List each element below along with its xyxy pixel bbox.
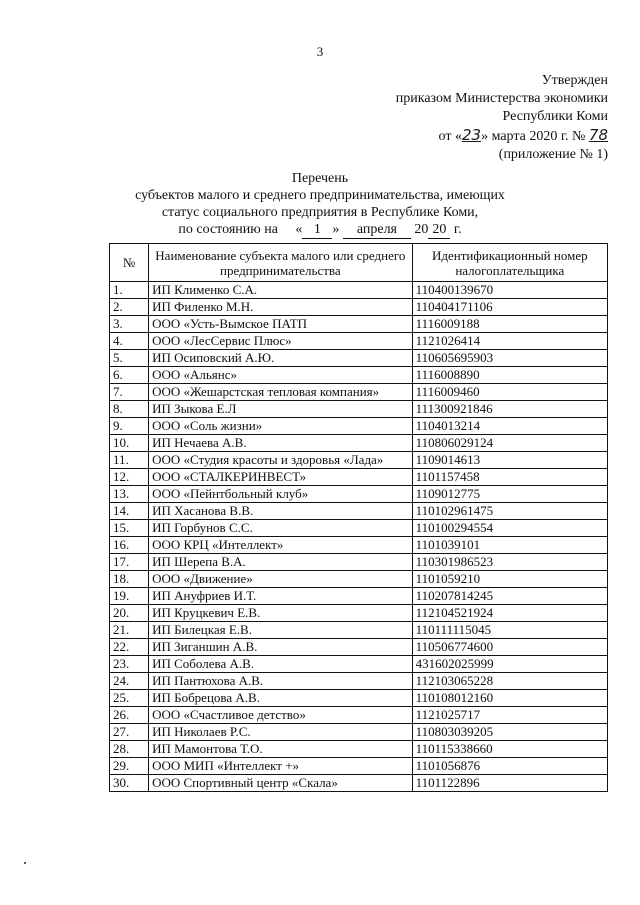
table-row: [110, 282, 608, 299]
cell-inn: 110111115045: [412, 622, 607, 639]
cell-inn: 110207814245: [412, 588, 607, 605]
table-row: [110, 486, 608, 503]
heading-date-line: по состоянию на « 1 » апреля 20 20 г.: [178, 222, 462, 237]
table-row: [110, 758, 608, 775]
approval-handwritten-day: 23: [461, 126, 482, 144]
cell-name: ООО «Соль жизни»: [149, 418, 413, 435]
cell-num: 13.: [110, 486, 149, 503]
table-row: [110, 622, 608, 639]
cell-num: 26.: [110, 707, 149, 724]
table-row: [110, 520, 608, 537]
cell-num: 16.: [110, 537, 149, 554]
cell-num: 18.: [110, 571, 149, 588]
approval-date-mid: » марта 2020 г. №: [481, 129, 586, 144]
table-row: [110, 316, 608, 333]
cell-inn: 112104521924: [412, 605, 607, 622]
cell-inn: 110506774600: [412, 639, 607, 656]
table-body: [110, 282, 608, 792]
table-row: [110, 707, 608, 724]
table-row: [110, 401, 608, 418]
cell-inn: 431602025999: [412, 656, 607, 673]
table-row: [110, 571, 608, 588]
cell-num: 14.: [110, 503, 149, 520]
cell-inn: 112103065228: [412, 673, 607, 690]
cell-num: 6.: [110, 367, 149, 384]
cell-inn: 110404171106: [412, 299, 607, 316]
cell-name: ООО «Жешарстская тепловая компания»: [149, 384, 413, 401]
cell-num: 29.: [110, 758, 149, 775]
table-row: [110, 418, 608, 435]
cell-inn: 1101059210: [412, 571, 607, 588]
cell-num: 3.: [110, 316, 149, 333]
cell-inn: 1101056876: [412, 758, 607, 775]
cell-name: ИП Клименко С.А.: [149, 282, 413, 299]
cell-name: ИП Билецкая Е.В.: [149, 622, 413, 639]
cell-num: 21.: [110, 622, 149, 639]
cell-num: 20.: [110, 605, 149, 622]
cell-num: 19.: [110, 588, 149, 605]
cell-name: ООО «ЛесСервис Плюс»: [149, 333, 413, 350]
cell-name: ООО «Пейнтбольный клуб»: [149, 486, 413, 503]
cell-name: ООО «Усть-Вымское ПАТП: [149, 316, 413, 333]
cell-inn: 1104013214: [412, 418, 607, 435]
approval-date-line: [396, 126, 608, 146]
cell-name: ИП Горбунов С.С.: [149, 520, 413, 537]
heading-month: апреля: [343, 221, 411, 239]
cell-inn: 110102961475: [412, 503, 607, 520]
cell-num: 28.: [110, 741, 149, 758]
table-row: [110, 384, 608, 401]
cell-inn: 110301986523: [412, 554, 607, 571]
cell-inn: 1121025717: [412, 707, 607, 724]
cell-name: ИП Зыкова Е.Л: [149, 401, 413, 418]
cell-num: 12.: [110, 469, 149, 486]
table-row: [110, 724, 608, 741]
cell-inn: 110108012160: [412, 690, 607, 707]
table-row: [110, 299, 608, 316]
cell-num: 24.: [110, 673, 149, 690]
cell-name: ИП Осиповский А.Ю.: [149, 350, 413, 367]
cell-inn: 110605695903: [412, 350, 607, 367]
cell-name: ИП Круцкевич Е.В.: [149, 605, 413, 622]
cell-inn: 110100294554: [412, 520, 607, 537]
heading-line-3: статус социального предприятия в Республике Коми,: [161, 205, 479, 220]
table-row: [110, 588, 608, 605]
approval-handwritten-number: 78: [588, 126, 608, 144]
cell-name: ИП Пантюхова А.В.: [149, 673, 413, 690]
table-row: [110, 367, 608, 384]
header-num: №: [110, 244, 149, 282]
table-row: [110, 503, 608, 520]
scan-speck: [24, 862, 26, 864]
cell-num: 23.: [110, 656, 149, 673]
table-row: [110, 656, 608, 673]
cell-inn: 1116008890: [412, 367, 607, 384]
cell-name: ИП Бобрецова А.В.: [149, 690, 413, 707]
table-row: [110, 350, 608, 367]
table-row: [110, 673, 608, 690]
cell-inn: 1109012775: [412, 486, 607, 503]
approval-block: [396, 72, 608, 164]
cell-name: ИП Соболева А.В.: [149, 656, 413, 673]
cell-num: 15.: [110, 520, 149, 537]
table-row: [110, 690, 608, 707]
cell-name: ИП Ануфриев И.Т.: [149, 588, 413, 605]
cell-num: 17.: [110, 554, 149, 571]
table-row: [110, 333, 608, 350]
heading-year-suffix: 20: [428, 221, 450, 239]
cell-name: ИП Филенко М.Н.: [149, 299, 413, 316]
approval-line-5: (приложение № 1): [498, 147, 608, 162]
cell-inn: 110400139670: [412, 282, 607, 299]
cell-inn: 1121026414: [412, 333, 607, 350]
table-header-row: [110, 244, 608, 282]
table-row: [110, 537, 608, 554]
cell-name: ООО «Альянс»: [149, 367, 413, 384]
cell-inn: 1101157458: [412, 469, 607, 486]
cell-inn: 110115338660: [412, 741, 607, 758]
heading-year-prefix: 20: [414, 222, 429, 237]
cell-num: 4.: [110, 333, 149, 350]
cell-inn: 1101039101: [412, 537, 607, 554]
header-inn: Идентификационный номер налогоплательщика: [412, 244, 607, 282]
approval-line-1: Утвержден: [541, 73, 608, 88]
page-number: 3: [316, 44, 324, 59]
cell-name: ООО Спортивный центр «Скала»: [149, 775, 413, 792]
cell-name: ООО МИП «Интеллект +»: [149, 758, 413, 775]
cell-inn: 110803039205: [412, 724, 607, 741]
cell-name: ООО КРЦ «Интеллект»: [149, 537, 413, 554]
cell-num: 7.: [110, 384, 149, 401]
table-row: [110, 435, 608, 452]
header-name: Наименование субъекта малого или среднего предпринимательства: [149, 244, 413, 282]
cell-num: 30.: [110, 775, 149, 792]
cell-num: 8.: [110, 401, 149, 418]
entities-table: [109, 243, 608, 792]
cell-num: 25.: [110, 690, 149, 707]
cell-name: ИП Шерепа В.А.: [149, 554, 413, 571]
cell-num: 10.: [110, 435, 149, 452]
approval-date-prefix: от «: [438, 129, 462, 144]
cell-name: ООО «Студия красоты и здоровья «Лада»: [149, 452, 413, 469]
cell-num: 1.: [110, 282, 149, 299]
cell-inn: 111300921846: [412, 401, 607, 418]
table-row: [110, 639, 608, 656]
approval-line-3: Республики Коми: [502, 109, 608, 124]
heading-title: Перечень: [291, 171, 349, 186]
approval-line-2: приказом Министерства экономики: [395, 91, 608, 106]
heading-day: 1: [302, 221, 332, 239]
cell-num: 5.: [110, 350, 149, 367]
cell-name: ИП Мамонтова Т.О.: [149, 741, 413, 758]
cell-num: 22.: [110, 639, 149, 656]
table-row: [110, 469, 608, 486]
cell-num: 27.: [110, 724, 149, 741]
table-row: [110, 775, 608, 792]
cell-inn: 1109014613: [412, 452, 607, 469]
cell-name: ИП Зиганшин А.В.: [149, 639, 413, 656]
cell-inn: 1116009188: [412, 316, 607, 333]
heading-date-prefix: по состоянию на: [178, 222, 278, 237]
cell-inn: 1116009460: [412, 384, 607, 401]
cell-num: 2.: [110, 299, 149, 316]
cell-name: ИП Хасанова В.В.: [149, 503, 413, 520]
cell-name: ИП Николаев Р.С.: [149, 724, 413, 741]
heading-year-end: г.: [453, 222, 462, 237]
cell-name: ООО «Движение»: [149, 571, 413, 588]
table-row: [110, 452, 608, 469]
cell-inn: 1101122896: [412, 775, 607, 792]
heading-line-2: субъектов малого и среднего предпринимательства, имеющих: [135, 188, 505, 203]
table-row: [110, 741, 608, 758]
table-row: [110, 554, 608, 571]
cell-num: 9.: [110, 418, 149, 435]
cell-name: ИП Нечаева А.В.: [149, 435, 413, 452]
list-heading: [0, 170, 640, 239]
cell-num: 11.: [110, 452, 149, 469]
table-row: [110, 605, 608, 622]
cell-inn: 110806029124: [412, 435, 607, 452]
cell-name: ООО «СТАЛКЕРИНВЕСТ»: [149, 469, 413, 486]
cell-name: ООО «Счастливое детство»: [149, 707, 413, 724]
